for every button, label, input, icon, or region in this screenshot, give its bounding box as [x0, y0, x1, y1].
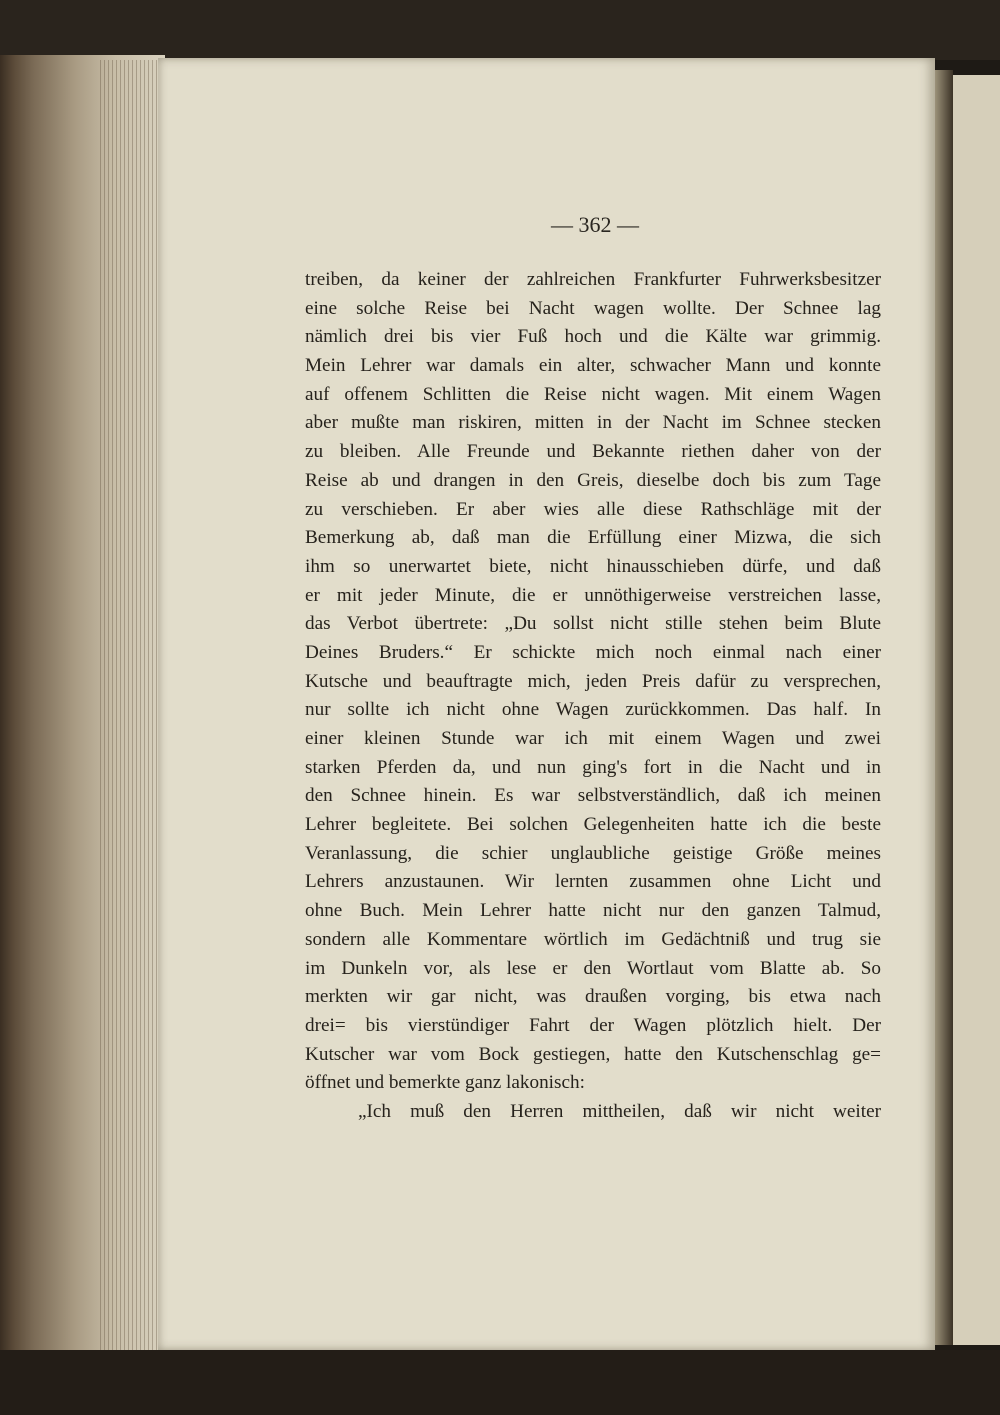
text-line: Bemerkung ab, daß man die Erfüllung einer Mizwa, die sich	[305, 527, 881, 549]
text-line: ihm so unerwartet biete, nicht hinausschieben dürfe, und daß	[305, 555, 881, 577]
text-line: sondern alle Kommentare wörtlich im Gedächtniß und trug sie	[305, 928, 881, 950]
text-line: Reise ab und drangen in den Greis, dieselbe doch bis zum Tage	[305, 469, 881, 491]
text-line: auf offenem Schlitten die Reise nicht wagen. Mit einem Wagen	[305, 383, 881, 405]
book-gutter	[935, 70, 953, 1345]
page-edge-lines	[100, 60, 160, 1350]
text-line: zu bleiben. Alle Freunde und Bekannte riethen daher von der	[305, 441, 881, 463]
text-line: Kutscher war vom Bock gestiegen, hatte den Kutschenschlag ge=	[305, 1043, 881, 1065]
text-line: Lehrers anzustaunen. Wir lernten zusammen ohne Licht und	[305, 871, 881, 893]
text-line: Veranlassung, die schier unglaubliche geistige Größe meines	[305, 842, 881, 864]
text-line: drei= bis vierstündiger Fahrt der Wagen plötzlich hielt. Der	[305, 1014, 881, 1036]
body-text	[305, 266, 881, 1127]
text-line: nämlich drei bis vier Fuß hoch und die Kälte war grimmig.	[305, 326, 881, 348]
text-line: zu verschieben. Er aber wies alle diese Rathschläge mit der	[305, 498, 881, 520]
text-line: Lehrer begleitete. Bei solchen Gelegenheiten hatte ich die beste	[305, 814, 881, 836]
text-line: „Ich muß den Herren mittheilen, daß wir nicht weiter	[358, 1100, 881, 1122]
text-line: Kutsche und beauftragte mich, jeden Preis dafür zu versprechen,	[305, 670, 881, 692]
text-line: aber mußte man riskiren, mitten in der Nacht im Schnee stecken	[305, 412, 881, 434]
text-line: er mit jeder Minute, die er unnöthigerweise verstreichen lasse,	[305, 584, 881, 606]
text-line: einer kleinen Stunde war ich mit einem Wagen und zwei	[305, 728, 881, 749]
text-line: den Schnee hinein. Es war selbstverständlich, daß ich meinen	[305, 785, 881, 807]
text-line: merkten wir gar nicht, was draußen vorging, bis etwa nach	[305, 986, 881, 1008]
text-line: starken Pferden da, und nun ging's fort in die Nacht und in	[305, 756, 881, 778]
text-line: Mein Lehrer war damals ein alter, schwacher Mann und konnte	[305, 355, 881, 377]
scan-background-top	[0, 0, 1000, 60]
scan-background-bottom	[0, 1350, 1000, 1415]
text-line: eine solche Reise bei Nacht wagen wollte. Der Schnee lag	[305, 297, 881, 319]
text-line: im Dunkeln vor, als lese er den Wortlaut vom Blatte ab. So	[305, 957, 881, 979]
text-line: nur sollte ich nicht ohne Wagen zurückkommen. Das half. In	[305, 699, 881, 721]
text-line: öffnet und bemerkte ganz lakonisch:	[305, 1072, 585, 1094]
text-line: Deines Bruders.“ Er schickte mich noch einmal nach einer	[305, 641, 881, 663]
facing-page-edge	[953, 75, 1000, 1345]
text-line: treiben, da keiner der zahlreichen Frankfurter Fuhrwerksbesitzer	[305, 269, 881, 290]
text-line: das Verbot übertrete: „Du sollst nicht stille stehen beim Blute	[305, 613, 881, 635]
text-line: ohne Buch. Mein Lehrer hatte nicht nur den ganzen Talmud,	[305, 900, 881, 922]
page-number: — 362 —	[551, 212, 639, 237]
